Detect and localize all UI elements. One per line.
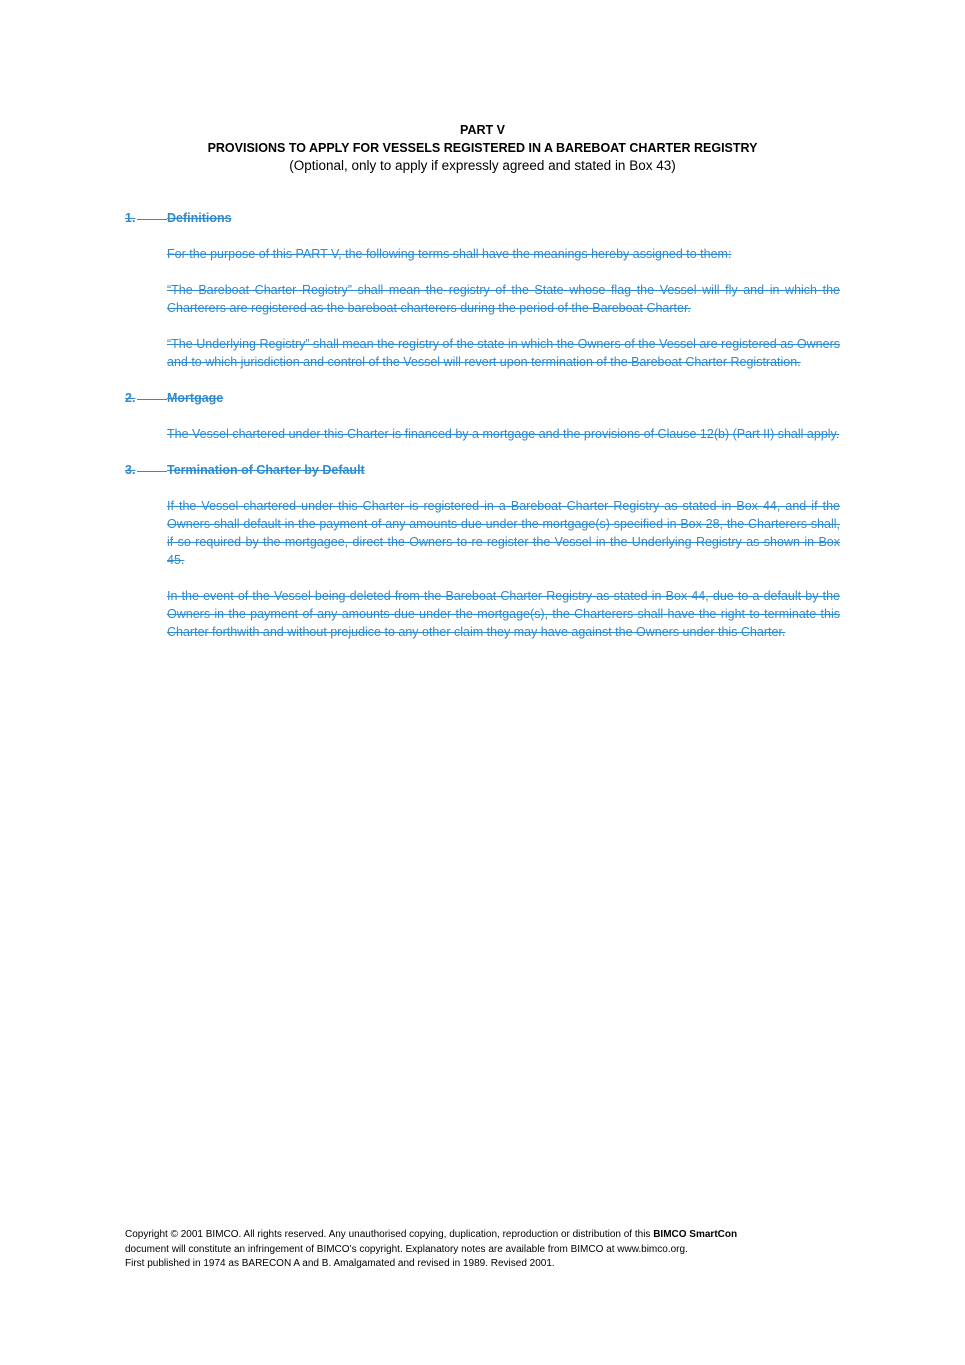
clause-number: 2. bbox=[125, 389, 167, 407]
part-subtitle: (Optional, only to apply if expressly agreed and stated in Box 43) bbox=[289, 158, 676, 173]
footer-copyright-text: Copyright © 2001 BIMCO. All rights reserved. Any unauthorised copying, duplication, reproduction or distribution of this bbox=[125, 1229, 654, 1240]
clause-number: 3. bbox=[125, 461, 167, 479]
clause-2-heading bbox=[125, 389, 840, 407]
clause-3-paragraph-1: If the Vessel chartered under this Charter is registered in a Bareboat Charter Registry as stated in Box 44, and if the Owners shall default in the payment of any amounts due under the mortgage(s) specified in Box 28, the Charterers shall, if so required by the mortgagee, direct the Owners to re-register the Vessel in the Underlying Registry as shown in Box 45. bbox=[167, 499, 840, 567]
clause-number: 1. bbox=[125, 209, 167, 227]
footer-line-2: document will constitute an infringement of BIMCO’s copyright. Explanatory notes are available from BIMCO at www.bimco.org. bbox=[125, 1243, 688, 1255]
footer-line-1 bbox=[125, 1228, 840, 1243]
clause-2-paragraph-1: The Vessel chartered under this Charter is financed by a mortgage and the provisions of Clause 12(b) (Part II) shall apply. bbox=[167, 427, 840, 441]
clause-1-paragraph-3: “The Underlying Registry” shall mean the registry of the state in which the Owners of the Vessel are registered as Owners and to which jurisdiction and control of the Vessel will revert upon termination of the Bareboat Charter Registration. bbox=[167, 337, 840, 369]
clause-1-paragraph-1: For the purpose of this PART V, the following terms shall have the meanings hereby assigned to them: bbox=[167, 247, 732, 261]
clause-3-paragraph-2: In the event of the Vessel being deleted from the Bareboat Charter Registry as stated in Box 44, due to a default by the Owners in the payment of any amounts due under the mortgage(s), the Charterers shall have the right to terminate this Charter forthwith and without prejudice to any other claim they may have against the Owners under this Charter. bbox=[167, 589, 840, 639]
part-header bbox=[0, 121, 965, 175]
clause-title: Mortgage bbox=[167, 391, 224, 405]
clause-3-heading bbox=[125, 461, 840, 479]
part-label: PART V bbox=[460, 123, 505, 137]
footer-brand: BIMCO SmartCon bbox=[653, 1229, 738, 1240]
clause-1-heading bbox=[125, 209, 840, 227]
clauses-body bbox=[125, 209, 840, 659]
footer-line-3: First published in 1974 as BARECON A and B. Amalgamated and revised in 1989. Revised 2001. bbox=[125, 1258, 555, 1269]
copyright-footer bbox=[125, 1228, 840, 1272]
clause-title: Definitions bbox=[167, 211, 232, 225]
part-title: PROVISIONS TO APPLY FOR VESSELS REGISTERED IN A BAREBOAT CHARTER REGISTRY bbox=[207, 141, 758, 155]
clause-1-paragraph-2: “The Bareboat Charter Registry” shall mean the registry of the State whose flag the Vessel will fly and in which the Charterers are registered as the bareboat charterers during the period of the Bareboat Charter. bbox=[167, 283, 840, 315]
clause-title: Termination of Charter by Default bbox=[167, 463, 365, 477]
